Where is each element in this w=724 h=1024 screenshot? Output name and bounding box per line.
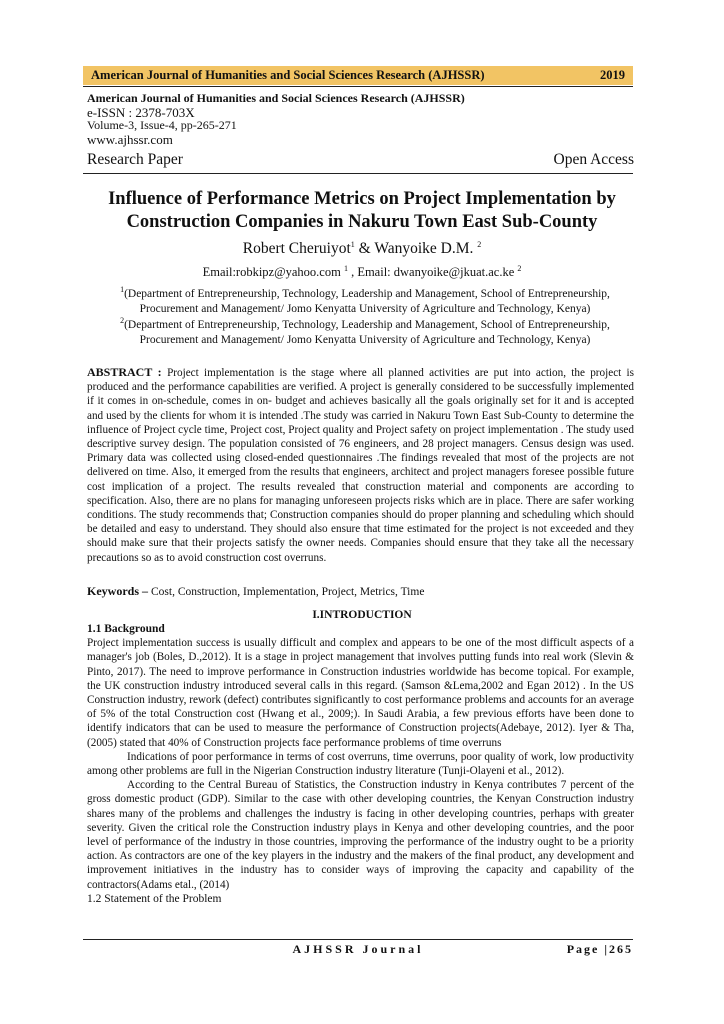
paragraph-1: Project implementation success is usually difficult and complex and appears to be one of the most difficult aspects of a manager's job (Boles, D.,2012). It is a stage in project management that involves putting funds into real work (Slevin & Pinto, 2017). The need to improve performance in Construction industries worldwide has become topical. For example, the UK construction industry introduced several calls in this regard. (Samson &Lema,2002 and Egan 2012) . In the US Construction industry, rework (defect) contributes significantly to cost performance problems and accounts for an average of 5% of the total Construction cost (Hwang et al., 2009;). In Saudi Arabia, a few previous efforts have been done to identify indicators that can be used to measure the performance of Construction projects(Adebaye, 2012). Iyer & Tha, (2005) stated that 40% of Construction projects face performance problems of time overruns [87,637,634,749]
footer-journal: AJHSSR Journal [292,942,424,956]
affiliation-2 [95,313,635,348]
author-2: Wanyoike D.M. [374,240,478,258]
affiliation-2-sup: 2 [120,316,125,325]
affiliation-1 [95,282,635,317]
author-emails [60,264,664,280]
journal-bar-title: American Journal of Humanities and Social Sciences Research (AJHSSR) [91,68,485,82]
paper-type-rule [83,173,633,174]
footer-rule [83,939,633,940]
keywords-label: Keywords – [87,584,151,598]
journal-header-bar [83,66,633,85]
author-separator: & [354,240,375,258]
affiliation-1-sup: 1 [120,285,125,294]
author-1-sup: 1 [350,240,355,249]
paragraph-2: Indications of poor performance in terms of cost overruns, time overruns, poor quality of work, low productivity among other problems are full in the Nigerian Construction industry literature (Tunji-Olayeni et al., 2012). [87,750,634,778]
footer-page [567,942,633,957]
author-1: Robert Cheruiyot [242,240,351,258]
title-line-2: Construction Companies in Nakuru Town East Sub-County [126,212,598,232]
email-2-sup: 2 [517,264,522,273]
abstract-label: ABSTRACT : [87,365,168,379]
keywords-text: Cost, Construction, Implementation, Project, Metrics, Time [151,586,425,598]
journal-meta [87,92,465,146]
header-rule [83,86,633,87]
email-1: Email:robkipz@yahoo.com [202,265,344,280]
journal-issn: e-ISSN : 2378-703X [87,104,195,120]
subsection-heading-background: 1.1 Background [87,623,165,635]
page-label: Page | [566,942,609,956]
journal-name: American Journal of Humanities and Social Sciences Research (AJHSSR) [87,91,465,105]
page-number: 265 [609,942,633,956]
paragraph-3: According to the Central Bureau of Statistics, the Construction industry in Kenya contributes 7 percent of the gross domestic product (GDP). Similar to the case with other developing countries, the Kenyan Construction industry shares many of the problems and challenges the industry is facing in other developing countries, perhaps with greater severity. Given the critical role the Construction industry plays in Kenya and other developing countries, and the poor level of performance of the industry in those countries, improving the performance of the industry ought to be a priority action. As contractors are one of the key players in the industry and the makers of the final product, any development and improvement initiatives in the industry has to consider ways of improving the capacity and capability of the contractors(Adams etal., (2014) [87,779,634,891]
paper-type: Research Paper [87,151,183,168]
email-2: , Email: dwanyoike@jkuat.ac.ke [347,265,518,280]
journal-year: 2019 [600,68,625,82]
paper-type-row [87,151,634,169]
keywords [87,584,634,599]
affiliation-1-text: (Department of Entrepreneurship, Technology, Leadership and Management, School of Entrepreneurship, Procurement and Management/ Jomo Kenyatta University of Agriculture and Technology, Kenya) [124,287,610,315]
subsection-heading-problem: 1.2 Statement of the Problem [87,892,222,905]
open-access-label: Open Access [553,151,634,168]
introduction-body [87,622,634,906]
author-2-sup: 2 [477,240,482,249]
journal-website: www.ajhssr.com [87,131,173,147]
section-heading-introduction: I.INTRODUCTION [312,609,412,621]
title-line-1: Influence of Performance Metrics on Project Implementation by [108,189,616,209]
affiliation-2-text: (Department of Entrepreneurship, Technology, Leadership and Management, School of Entrepreneurship, Procurement and Management/ Jomo Kenyatta University of Agriculture and Technology, Kenya) [124,318,610,346]
abstract [87,365,634,565]
abstract-text: Project implementation is the stage where all planned activities are put into action, the project is produced and the performance capabilities are verified. A project is generally considered to be successfully implemented if it comes in on-schedule, comes in on- budget and achieves basically all the goals originally set for it and is accepted and used by the clients for whom it is intended .The study was carried in Nakuru Town East Sub-County to determine the influence of Project cycle time, Project cost, Project quality and Project safety on project implementation . The study used descriptive survey design. The population consisted of 76 engineers, and 28 project managers. Census design was used. Primary data was collected using closed-ended questionnaires .The findings revealed that most of the projects are not delivered on time. Also, it emerged from the results that engineers, architect and project managers foresee possible future cost implication of a project. The results revealed that construction material and components are according to specification. Also, there are no plans for managing unforeseen projects risks which are in place. There are safer working conditions. The study recommends that; Construction companies should do proper planning and scheduling which should be detailed and easy to understand. They should also ensure that time estimated for the project is not exceeded and they should make sure that their projects satisfy the owner needs. Companies should ensure that they take all the necessary precautions so as to avoid construction cost overruns. [87,367,634,564]
paper-title [60,188,664,234]
email-1-sup: 1 [343,264,348,273]
journal-volume: Volume-3, Issue-4, pp-265-271 [87,118,237,132]
authors [60,240,664,258]
